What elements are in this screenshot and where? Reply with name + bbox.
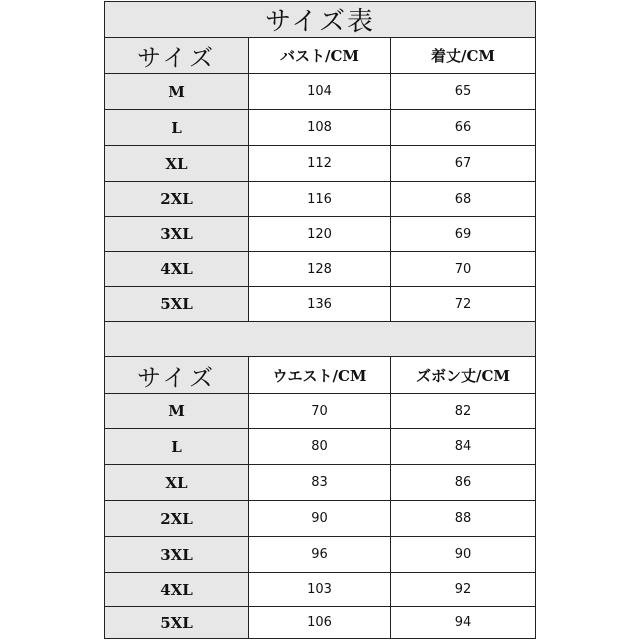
size-label: 3XL — [105, 217, 249, 251]
bottoms-header-waist: ウエスト/CM — [249, 357, 391, 393]
pants-length-value: 88 — [391, 501, 535, 536]
bottoms-header-size: サイズ — [105, 357, 249, 393]
table-row — [105, 429, 535, 465]
table-row — [105, 252, 535, 287]
waist-value: 90 — [249, 501, 391, 536]
pants-length-value: 84 — [391, 429, 535, 464]
size-label: M — [105, 394, 249, 428]
table-row — [105, 217, 535, 252]
bottoms-header-length: ズボン丈/CM — [391, 357, 535, 393]
size-label: L — [105, 429, 249, 464]
length-value: 68 — [391, 182, 535, 216]
length-value: 65 — [391, 74, 535, 109]
table-row — [105, 607, 535, 638]
length-value: 67 — [391, 146, 535, 181]
size-chart — [104, 1, 536, 639]
size-label: 2XL — [105, 501, 249, 536]
size-label: 5XL — [105, 287, 249, 321]
table-row — [105, 394, 535, 429]
pants-length-value: 86 — [391, 465, 535, 500]
table-row — [105, 501, 535, 537]
table-row — [105, 146, 535, 182]
table-row — [105, 74, 535, 110]
bust-value: 128 — [249, 252, 391, 286]
pants-length-value: 94 — [391, 607, 535, 638]
tops-header-length: 着丈/CM — [391, 38, 535, 73]
bust-value: 136 — [249, 287, 391, 321]
size-label: M — [105, 74, 249, 109]
bust-value: 104 — [249, 74, 391, 109]
size-label: XL — [105, 146, 249, 181]
waist-value: 83 — [249, 465, 391, 500]
bust-value: 108 — [249, 110, 391, 145]
waist-value: 103 — [249, 573, 391, 606]
waist-value: 106 — [249, 607, 391, 638]
waist-value: 96 — [249, 537, 391, 572]
bottoms-header-row — [105, 357, 535, 394]
chart-title: サイズ表 — [105, 2, 535, 37]
table-row — [105, 110, 535, 146]
tops-header-bust: バスト/CM — [249, 38, 391, 73]
size-label: 4XL — [105, 573, 249, 606]
pants-length-value: 82 — [391, 394, 535, 428]
size-label: 3XL — [105, 537, 249, 572]
bust-value: 120 — [249, 217, 391, 251]
length-value: 70 — [391, 252, 535, 286]
length-value: 72 — [391, 287, 535, 321]
table-row — [105, 537, 535, 573]
bust-value: 112 — [249, 146, 391, 181]
size-label: XL — [105, 465, 249, 500]
length-value: 66 — [391, 110, 535, 145]
section-spacer — [105, 322, 535, 357]
waist-value: 70 — [249, 394, 391, 428]
tops-header-size: サイズ — [105, 38, 249, 73]
table-row — [105, 573, 535, 607]
size-label: 5XL — [105, 607, 249, 638]
length-value: 69 — [391, 217, 535, 251]
bust-value: 116 — [249, 182, 391, 216]
size-label: 2XL — [105, 182, 249, 216]
waist-value: 80 — [249, 429, 391, 464]
tops-header-row — [105, 38, 535, 74]
table-row — [105, 182, 535, 217]
table-row — [105, 287, 535, 322]
size-label: L — [105, 110, 249, 145]
pants-length-value: 90 — [391, 537, 535, 572]
title-row — [105, 2, 535, 38]
size-label: 4XL — [105, 252, 249, 286]
pants-length-value: 92 — [391, 573, 535, 606]
table-row — [105, 465, 535, 501]
